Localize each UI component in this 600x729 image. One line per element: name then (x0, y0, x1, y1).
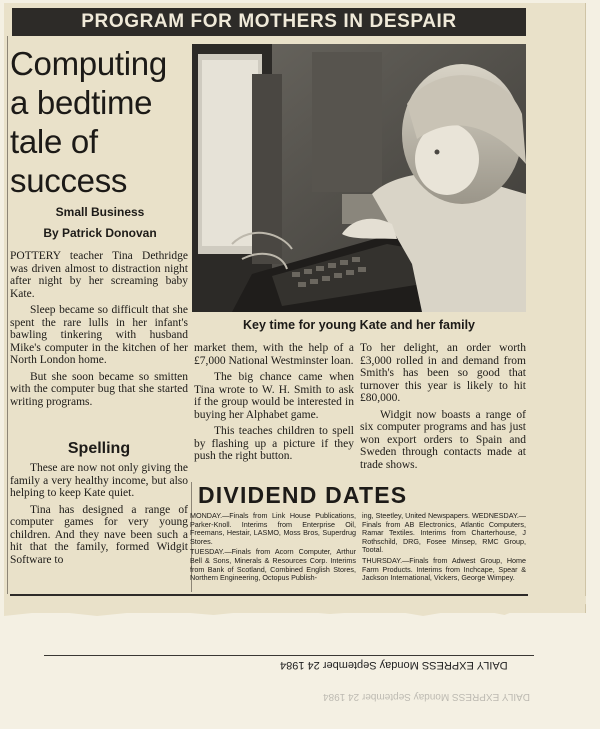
dividend-dates-heading: DIVIDEND DATES (198, 482, 408, 508)
paragraph: Sleep became so difficult that she spent the rare lulls in her infant's bawling tinkering with husband Mike's computer in the kitchen of her North London home. (10, 304, 188, 366)
paragraph: market them, with the help of a £7,000 National Westminster loan. (194, 342, 354, 367)
article-column-2 (194, 342, 354, 467)
byline: By Patrick Donovan (43, 226, 157, 240)
article-column-3 (360, 342, 526, 475)
paragraph: To her delight, an order worth £3,000 rolled in and demand from Smith's has been so good that turnover this year is likely to hit £80,000. (360, 342, 526, 404)
headline (10, 44, 190, 200)
footer-rule (44, 655, 534, 656)
dividend-entry: ing, Steetley, United Newspapers. WEDNESDAY.—Finals from AB Electronics, Atlantic Computers, Ramar Textiles. Interims from Charterhouse, J Rothschild, DRG, Fosee Minsep, RMC Group, Tootal. (362, 511, 526, 555)
column-rule (7, 36, 8, 594)
paragraph: This teaches children to spell by flashing up a picture if they push the right button. (194, 425, 354, 462)
bottom-rule (10, 594, 528, 596)
photo-child-at-computer (192, 44, 526, 312)
headline-line: tale of (10, 123, 98, 160)
dividend-column-left (190, 512, 356, 585)
news-photo (192, 44, 526, 312)
headline-line: a bedtime (10, 84, 153, 121)
article-column-1 (10, 250, 188, 412)
headline-line: Computing (10, 45, 167, 82)
paragraph: These are now not only giving the family a very healthy income, but also helping to keep Kate quiet. (10, 462, 188, 499)
dividend-entry: TUESDAY.—Finals from Acorn Computer, Arthur Bell & Sons, Minerals & Resources Corp. Interims from Bank of Scotland, Combined English Stores, Northern Engineering, Octopus Publish- (190, 547, 356, 583)
paragraph: POTTERY teacher Tina Dethridge was driven almost to distraction night after night by her screaming baby Kate. (10, 250, 188, 300)
paragraph: But she soon became so smitten with the computer bug that she started writing programs. (10, 370, 188, 408)
paragraph: Widgit now boasts a range of six computer programs and has just won export orders to Spain and Sweden through contacts made at trade shows. (360, 408, 526, 471)
paragraph: The big chance came when Tina wrote to W. H. Smith to ask if the group would be interested in buying her Alphabet game. (194, 371, 354, 421)
dividend-entry: THURSDAY.—Finals from Adwest Group, Home Farm Products. Interims from Inchcape, Spear & Jackson International, Vickers, George Wimpey. (362, 555, 526, 583)
article-column-1-continued (10, 462, 188, 570)
masthead-date-line: DAILY EXPRESS Monday September 24 1984 (280, 659, 508, 671)
headline-line: success (10, 162, 128, 199)
paragraph: Tina has designed a range of computer games for very young children. And they nave been such a hit that the family, formed Widgit Software to (10, 503, 188, 566)
dividend-column-right (362, 512, 526, 585)
subheading: Spelling (67, 440, 131, 457)
torn-edge (4, 596, 586, 616)
faded-show-through-text: DAILY EXPRESS Monday September 24 1984 (323, 691, 530, 702)
banner-heading: PROGRAM FOR MOTHERS IN DESPAIR (12, 8, 526, 36)
photo-caption: Key time for young Kate and her family (243, 318, 475, 332)
section-label: Small Business (55, 205, 145, 219)
dividend-entry: MONDAY.—Finals from Link House Publications, Parker-Knoll. Interims from Enterprise Oil, Freemans, Hestair, LASMO, Moss Bros, Superdrug Stores. (190, 511, 356, 546)
